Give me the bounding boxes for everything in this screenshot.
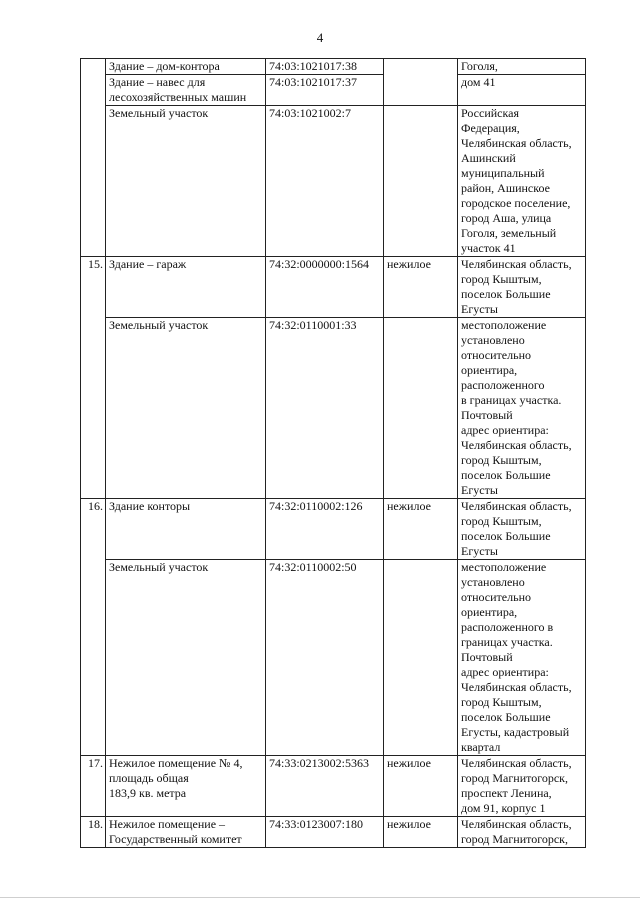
cadastral-number-cell: 74:33:0123007:180 [266, 817, 384, 848]
address-line: Почтовый [461, 408, 513, 422]
object-name-line: Здание – навес для [109, 75, 206, 89]
row-number-cell: 17. [81, 756, 106, 817]
purpose-cell [384, 318, 458, 499]
object-name-line: Земельный участок [109, 106, 209, 120]
address-line: Челябинская область, [461, 499, 572, 513]
address-line: Гоголя, земельный [461, 226, 557, 240]
purpose-cell: нежилое [384, 257, 458, 318]
address-line: расположенного [461, 378, 545, 392]
address-line: установлено [461, 575, 525, 589]
address-line: Челябинская область, [461, 817, 572, 831]
address-line: квартал [461, 740, 501, 754]
object-name-cell [106, 75, 266, 106]
row-number-cell: 15. [81, 257, 106, 499]
table-row [81, 75, 586, 106]
cadastral-number-cell: 74:33:0213002:5363 [266, 756, 384, 817]
object-name-line: Государственный комитет [109, 832, 242, 846]
object-name-line: 183,9 кв. метра [109, 786, 187, 800]
table-row [81, 817, 586, 848]
table-row [81, 560, 586, 756]
cadastral-number-cell: 74:32:0110002:50 [266, 560, 384, 756]
purpose-cell [384, 560, 458, 756]
address-line: дом 91, корпус 1 [461, 801, 546, 815]
address-line: ориентира, [461, 363, 518, 377]
address-line: в границах участка. [461, 393, 562, 407]
address-cell [458, 257, 586, 318]
purpose-cell: нежилое [384, 499, 458, 560]
address-line: городское поселение, [461, 196, 571, 210]
address-line: город Кыштым, [461, 453, 542, 467]
address-line: Российская [461, 106, 519, 120]
address-line: адрес ориентира: [461, 423, 549, 437]
address-line: местоположение [461, 318, 547, 332]
object-name-cell [106, 318, 266, 499]
address-line: Гоголя, [461, 59, 498, 73]
row-number-cell: 18. [81, 817, 106, 848]
address-line: Челябинская область, [461, 257, 572, 271]
address-line: установлено [461, 333, 525, 347]
object-name-cell [106, 257, 266, 318]
cadastral-number-cell: 74:03:1021002:7 [266, 106, 384, 257]
object-name-line: площадь общая [109, 771, 189, 785]
page-bottom-rule [0, 897, 640, 898]
table-row [81, 499, 586, 560]
address-line: поселок Большие [461, 529, 551, 543]
object-name-line: Нежилое помещение – [109, 817, 226, 831]
object-name-cell [106, 59, 266, 75]
cadastral-number-cell: 74:03:1021017:37 [266, 75, 384, 106]
address-cell [458, 59, 586, 75]
address-line: поселок Большие [461, 287, 551, 301]
address-line: адрес ориентира: [461, 665, 549, 679]
address-line: Егусты [461, 483, 498, 497]
address-line: Егусты [461, 302, 498, 316]
table-row [81, 257, 586, 318]
address-line: поселок Большие [461, 710, 551, 724]
address-line: относительно [461, 348, 532, 362]
address-cell [458, 499, 586, 560]
page-number: 4 [316, 30, 324, 45]
address-line: расположенного в [461, 620, 554, 634]
table-row [81, 59, 586, 75]
row-number-cell [81, 59, 106, 257]
object-name-cell [106, 817, 266, 848]
object-name-cell [106, 106, 266, 257]
address-line: город Кыштым, [461, 272, 542, 286]
address-line: дом 41 [461, 75, 496, 89]
address-line: Ашинский [461, 151, 516, 165]
address-cell [458, 106, 586, 257]
address-line: Федерация, [461, 121, 520, 135]
address-line: Челябинская область, [461, 438, 572, 452]
object-name-line: лесохозяйственных машин [109, 90, 247, 104]
address-line: город Магнитогорск, [461, 832, 569, 846]
cadastral-number-cell: 74:32:0110002:126 [266, 499, 384, 560]
address-cell [458, 817, 586, 848]
address-line: ориентира, [461, 605, 518, 619]
address-line: город Магнитогорск, [461, 771, 569, 785]
address-cell [458, 318, 586, 499]
address-line: Челябинская область, [461, 136, 572, 150]
purpose-cell [384, 106, 458, 257]
purpose-cell [384, 59, 458, 106]
object-name-line: Нежилое помещение № 4, [109, 756, 243, 770]
address-line: проспект Ленина, [461, 786, 552, 800]
address-line: район, Ашинское [461, 181, 550, 195]
object-name-line: Земельный участок [109, 560, 209, 574]
address-cell [458, 75, 586, 106]
object-name-line: Здание конторы [109, 499, 191, 513]
address-line: поселок Большие [461, 468, 551, 482]
address-cell [458, 560, 586, 756]
address-line: относительно [461, 590, 532, 604]
object-name-cell [106, 499, 266, 560]
object-name-line: Земельный участок [109, 318, 209, 332]
address-line: Егусты, кадастровый [461, 725, 570, 739]
table-row [81, 318, 586, 499]
object-name-line: Здание – гараж [109, 257, 187, 271]
object-name-cell [106, 560, 266, 756]
cadastral-number-cell: 74:03:1021017:38 [266, 59, 384, 75]
address-line: местоположение [461, 560, 547, 574]
purpose-cell: нежилое [384, 756, 458, 817]
address-line: Егусты [461, 544, 498, 558]
address-line: Челябинская область, [461, 680, 572, 694]
table-row [81, 756, 586, 817]
address-line: Челябинская область, [461, 756, 572, 770]
object-name-line: Здание – дом-контора [109, 59, 220, 73]
row-number-cell: 16. [81, 499, 106, 756]
address-line: участок 41 [461, 241, 516, 255]
address-line: Почтовый [461, 650, 513, 664]
address-line: город Кыштым, [461, 695, 542, 709]
address-line: границах участка. [461, 635, 553, 649]
property-table [80, 58, 586, 848]
cadastral-number-cell: 74:32:0110001:33 [266, 318, 384, 499]
address-line: город Кыштым, [461, 514, 542, 528]
cadastral-number-cell: 74:32:0000000:1564 [266, 257, 384, 318]
address-line: муниципальный [461, 166, 545, 180]
address-line: город Аша, улица [461, 211, 552, 225]
address-cell [458, 756, 586, 817]
table-row [81, 106, 586, 257]
purpose-cell: нежилое [384, 817, 458, 848]
object-name-cell [106, 756, 266, 817]
